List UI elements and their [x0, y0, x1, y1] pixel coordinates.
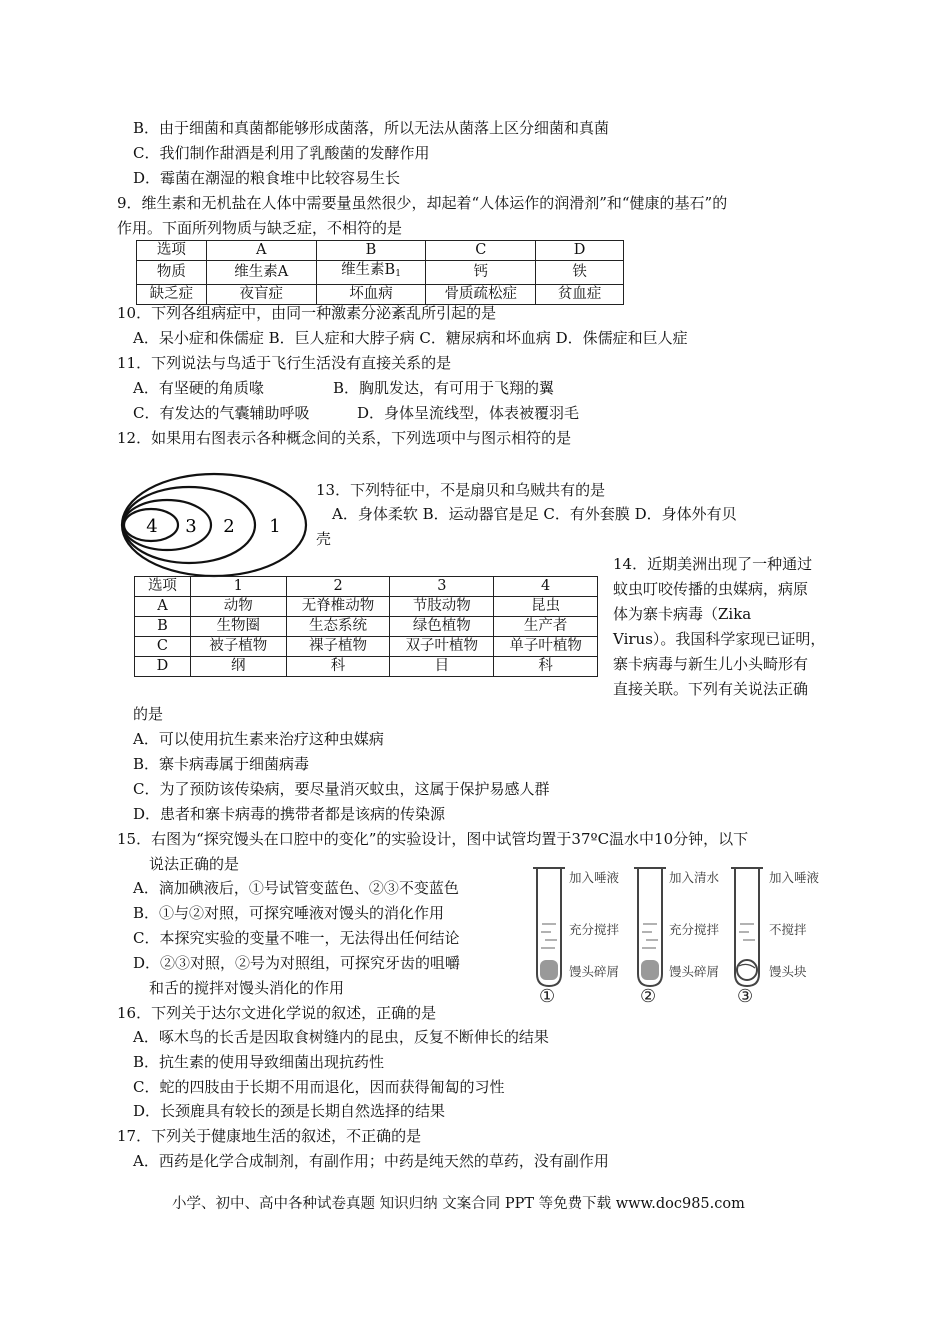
table-cell: 选项 — [135, 577, 191, 597]
q16-option-a: A．啄木鸟的长舌是因取食树缝内的昆虫，反复不断伸长的结果 — [133, 1028, 549, 1046]
table-cell: 选项 — [137, 241, 207, 261]
q13-stem: 13．下列特征中，不是扇贝和乌贼共有的是 — [316, 481, 606, 499]
table-cell: 生物圈 — [190, 617, 286, 637]
q14-stem-line6: 直接关联。下列有关说法正确 — [613, 680, 809, 698]
q14-option-b: B．寨卡病毒属于细菌病毒 — [133, 755, 310, 773]
table-row — [135, 577, 598, 597]
table-cell: B — [135, 617, 191, 637]
q14-stem-line1: 14．近期美洲出现了一种通过 — [613, 555, 813, 573]
q12-stem: 12．如果用右图表示各种概念间的关系，下列选项中与图示相符的是 — [117, 429, 572, 447]
table-cell: 钙 — [426, 261, 536, 285]
table-cell: C — [135, 637, 191, 657]
q13-options-cont: 壳 — [316, 530, 332, 548]
q14-option-c: C．为了预防该传染病，要尽量消灭蚊虫，这属于保护易感人群 — [133, 780, 550, 798]
q14-stem-line2: 蚊虫叮咬传播的虫媒病，病原 — [613, 580, 809, 598]
q16-option-d: D．长颈鹿具有较长的颈是长期自然选择的结果 — [133, 1102, 446, 1120]
q11-option-a: A．有坚硬的角质喙 — [133, 379, 264, 397]
table-cell: 生产者 — [494, 617, 598, 637]
q15-option-d: D．②③对照，②号为对照组，可探究牙齿的咀嚼 — [133, 954, 461, 972]
q8-option-c: C．我们制作甜酒是利用了乳酸菌的发酵作用 — [133, 144, 430, 162]
table-cell: 骨质疏松症 — [426, 285, 536, 305]
q13-options: A．身体柔软 B．运动器官是足 C．有外套膜 D．身体外有贝 — [332, 505, 737, 523]
table-cell: 夜盲症 — [206, 285, 316, 305]
table-cell: 无脊椎动物 — [286, 597, 390, 617]
q10-options: A．呆小症和侏儒症 B．巨人症和大脖子病 C．糖尿病和坏血病 D．侏儒症和巨人症 — [133, 329, 688, 347]
table-cell: 4 — [494, 577, 598, 597]
table-row — [135, 617, 598, 637]
table-cell: 动物 — [190, 597, 286, 617]
tube-2-top-label: 加入清水 — [669, 870, 720, 885]
tube-2-bottom-label: 馒头碎屑 — [669, 964, 720, 979]
tube-3-top-label: 加入唾液 — [769, 870, 820, 885]
tube-1-bottom-label: 馒头碎屑 — [569, 964, 620, 979]
table-row — [135, 597, 598, 617]
diagram-label-3: 3 — [185, 516, 197, 537]
table-cell: 缺乏症 — [137, 285, 207, 305]
table-cell: 纲 — [190, 657, 286, 677]
tube-1-top-label: 加入唾液 — [569, 870, 620, 885]
q11-option-d: D．身体呈流线型，体表被覆羽毛 — [357, 404, 580, 422]
table-cell: 单子叶植物 — [494, 637, 598, 657]
table-cell: 贫血症 — [536, 285, 624, 305]
table-cell: 目 — [390, 657, 494, 677]
tube-1 — [533, 868, 565, 986]
q11-option-c: C．有发达的气囊辅助呼吸 — [133, 404, 310, 422]
tube-3-number: ③ — [737, 986, 754, 1007]
table-cell: 科 — [494, 657, 598, 677]
table-cell: 铁 — [536, 261, 624, 285]
q11-stem: 11．下列说法与鸟适于飞行生活没有直接关系的是 — [117, 354, 452, 372]
q9-stem-line2: 作用。下面所列物质与缺乏症，不相符的是 — [117, 219, 403, 237]
table-cell: 双子叶植物 — [390, 637, 494, 657]
table-cell: 维生素A — [206, 261, 316, 285]
q17-option-a: A．西药是化学合成制剂，有副作用；中药是纯天然的草药，没有副作用 — [133, 1152, 609, 1170]
q16-option-b: B．抗生素的使用导致细菌出现抗药性 — [133, 1053, 385, 1071]
table-row — [137, 285, 624, 305]
table-cell: A — [135, 597, 191, 617]
q14-stem-line3: 体为寨卡病毒（Zika — [613, 605, 752, 623]
table-cell: 1 — [190, 577, 286, 597]
q14-stem-line4: Virus）。我国科学家现已证明， — [613, 630, 826, 648]
q16-option-c: C．蛇的四肢由于长期不用而退化，因而获得匍匐的习性 — [133, 1078, 505, 1096]
tube-2-number: ② — [640, 986, 657, 1007]
tube-2 — [634, 868, 666, 986]
table-cell — [316, 261, 426, 285]
tube-1-mid-label: 充分搅拌 — [569, 922, 620, 937]
table-row — [135, 637, 598, 657]
table-cell: B — [316, 241, 426, 261]
table-cell: 物质 — [137, 261, 207, 285]
q8-option-b: B．由于细菌和真菌都能够形成菌落，所以无法从菌落上区分细菌和真菌 — [133, 119, 610, 137]
tube-3-bottom-label: 馒头块 — [769, 964, 807, 979]
q10-stem: 10．下列各组病症中，由同一种激素分泌紊乱所引起的是 — [117, 304, 497, 322]
tube-3 — [731, 868, 763, 986]
q12-table — [134, 576, 598, 677]
page-footer: 小学、初中、高中各种试卷真题 知识归纳 文案合同 PPT 等免费下载 www.doc985.com — [172, 1196, 745, 1212]
tube-3-mid-label: 不搅拌 — [769, 922, 807, 937]
q14-option-d: D．患者和寨卡病毒的携带者都是该病的传染源 — [133, 805, 446, 823]
ellipse-3 — [123, 500, 211, 550]
table-cell: D — [536, 241, 624, 261]
q15-option-d-cont: 和舌的搅拌对馒头消化的作用 — [149, 979, 345, 997]
vitamin-b-subscript: 1 — [395, 269, 401, 279]
q14-option-a: A．可以使用抗生素来治疗这种虫媒病 — [133, 730, 384, 748]
test-tube-figure — [525, 862, 845, 1012]
table-cell: C — [426, 241, 536, 261]
table-cell: 被子植物 — [190, 637, 286, 657]
table-cell: 绿色植物 — [390, 617, 494, 637]
q15-stem: 15．右图为“探究馒头在口腔中的变化”的实验设计，图中试管均置于37ºC温水中10分钟，以下 — [117, 830, 749, 848]
q9-stem-line1: 9．维生素和无机盐在人体中需要量虽然很少，却起着“人体运作的润滑剂”和“健康的基石”的 — [117, 194, 728, 212]
table-row — [135, 657, 598, 677]
table-row — [137, 241, 624, 261]
table-cell: 3 — [390, 577, 494, 597]
table-cell: 裸子植物 — [286, 637, 390, 657]
table-cell: 节肢动物 — [390, 597, 494, 617]
q15-option-a: A．滴加碘液后，①号试管变蓝色、②③不变蓝色 — [133, 879, 459, 897]
q14-stem-cont: 的是 — [133, 705, 164, 723]
table-cell: 昆虫 — [494, 597, 598, 617]
q8-option-d: D．霉菌在潮湿的粮食堆中比较容易生长 — [133, 169, 401, 187]
q9-table — [136, 240, 624, 305]
table-cell: 坏血病 — [316, 285, 426, 305]
q15-option-b: B．①与②对照，可探究唾液对馒头的消化作用 — [133, 904, 445, 922]
table-cell: 2 — [286, 577, 390, 597]
table-cell: D — [135, 657, 191, 677]
diagram-label-2: 2 — [223, 516, 235, 537]
q17-stem: 17．下列关于健康地生活的叙述，不正确的是 — [117, 1127, 422, 1145]
q11-option-b: B．胸肌发达，有可用于飞翔的翼 — [333, 379, 555, 397]
table-cell: 生态系统 — [286, 617, 390, 637]
diagram-label-1: 1 — [269, 516, 281, 537]
tube-2-mid-label: 充分搅拌 — [669, 922, 720, 937]
diagram-label-4: 4 — [146, 516, 158, 537]
q16-stem: 16．下列关于达尔文进化学说的叙述，正确的是 — [117, 1004, 437, 1022]
q15-option-c: C．本探究实验的变量不唯一，无法得出任何结论 — [133, 929, 460, 947]
q15-stem-cont: 说法正确的是 — [149, 855, 240, 873]
tube-1-number: ① — [539, 986, 556, 1007]
table-cell: A — [206, 241, 316, 261]
table-cell: 科 — [286, 657, 390, 677]
concept-nesting-diagram — [118, 472, 308, 582]
table-row — [137, 261, 624, 285]
vitamin-b-label: 维生素B — [341, 262, 396, 278]
q14-stem-line5: 寨卡病毒与新生儿小头畸形有 — [613, 655, 809, 673]
